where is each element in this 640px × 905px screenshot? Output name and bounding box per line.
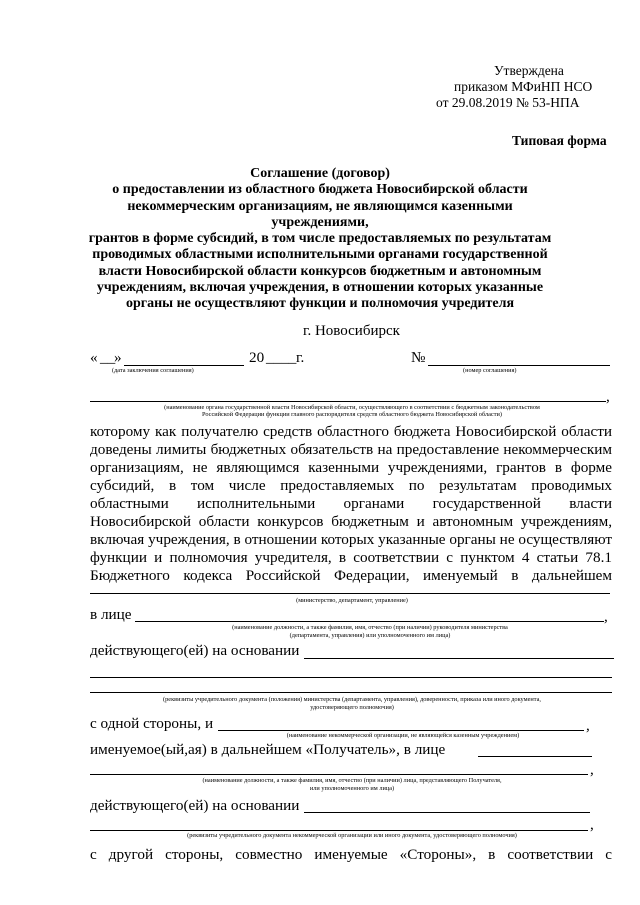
body-line: Новосибирской области конкурсов бюджетным и автономным учреждениям, [90, 513, 612, 530]
document-title [80, 166, 560, 313]
acting-basis-comma: , [590, 816, 594, 833]
acting-basis-label-2: действующего(ей) на основании [90, 797, 300, 814]
acting-basis-label: действующего(ей) на основании [90, 642, 300, 659]
requisites2-caption: (реквизиты учредительного документа некоммерческой организации или иного документа, удостоверяющего полномочия) [187, 832, 517, 839]
approval-line-1: Утверждена [494, 63, 564, 78]
approval-line-3: от 29.08.2019 № 53-НПА [436, 95, 580, 110]
title-line: учреждениям, включая учреждения, в отношении которых указанные [96, 280, 544, 296]
recipient-representative-field[interactable] [478, 756, 592, 757]
in-person-caption-1: (наименование должности, а также фамилия, имя, отчество (при наличии) руководителя министерства [232, 624, 508, 631]
recipient-caption-2: или уполномоченного им лица) [309, 785, 395, 792]
title-line: органы не осуществляют функции и полномочия учредителя [125, 296, 515, 312]
title-line: Соглашение (договор) [250, 166, 390, 181]
title-line: некоммерческим организациям, не являющимся казенными учреждениями, [127, 198, 513, 230]
body-line-last: с другой стороны, совместно именуемые «Стороны», в соответствии с [90, 846, 612, 863]
recipient-caption-1: (наименование должности, а также фамилия, имя, отчество (при наличии) лица, представляющего Получателя, [202, 777, 502, 784]
authority-caption-2: Российской Федерации функции главного распорядителя средств областного бюджета Новосибирской области) [202, 411, 502, 418]
title-line: власти Новосибирской области конкурсов бюджетным и автономным [98, 263, 542, 279]
body-line: включая учреждения, в отношении которых указанные органы не осуществляют [90, 531, 612, 548]
number-sign: № [411, 349, 426, 366]
recipient-representative-field-2[interactable] [90, 774, 588, 775]
basis-document-field-4[interactable] [304, 812, 590, 813]
title-line: грантов в форме субсидий, в том числе предоставляемых по результатам [88, 231, 552, 247]
basis-document-field[interactable] [304, 658, 614, 659]
recipient-label: именуемое(ый,ая) в дальнейшем «Получатель», в лице [90, 741, 446, 758]
in-person-caption-2: (департамента, управления) или уполномоченного им лица) [289, 632, 451, 639]
basis-document-field-3[interactable] [90, 692, 612, 693]
title-line: проводимых областными исполнительными органами государственной [92, 247, 548, 263]
date-open-quote: « [90, 349, 98, 366]
date-caption: (дата заключения соглашения) [112, 367, 194, 374]
ministry-caption: (министерство, департамент, управление) [296, 597, 408, 604]
organization-name-field[interactable] [218, 730, 584, 731]
requisites-caption-2: удостоверяющего полномочия) [310, 704, 394, 711]
date-close-quote: » [114, 349, 122, 366]
title-line: о предоставлении из областного бюджета Новосибирской области [112, 182, 528, 198]
representative-field[interactable] [135, 621, 604, 622]
body-line: доведены лимиты бюджетных обязательств на предоставление некоммерческим [90, 441, 612, 458]
one-side-caption: (наименование некоммерческой организации, не являющейся казенным учреждением) [286, 732, 520, 739]
basis-document-field-5[interactable] [90, 830, 588, 831]
body-line: организациям, не являющимся казенными учреждениями, грантов в форме [90, 459, 612, 476]
agreement-number-field[interactable] [428, 365, 610, 366]
requisites-caption-1: (реквизиты учредительного документа (положения) министерства (департамента, управления), доверенности, приказа или иного документа, [163, 696, 541, 703]
number-caption: (номер соглашения) [463, 367, 517, 374]
date-year-suffix: г. [296, 349, 305, 366]
approval-line-2: приказом МФиНП НСО [454, 79, 593, 94]
in-person-comma: , [604, 608, 608, 625]
one-side-label: с одной стороны, и [90, 715, 214, 732]
one-side-comma: , [586, 717, 590, 734]
date-year-prefix: 20 [249, 349, 265, 366]
body-line: которому как получателю средств областного бюджета Новосибирской области [90, 423, 612, 440]
in-person-label: в лице [90, 606, 132, 623]
basis-document-field-2[interactable] [90, 677, 612, 678]
body-line: функции и полномочия учредителя, в соответствии с пунктом 4 статьи 78.1 [90, 549, 612, 566]
date-month-field[interactable] [124, 365, 244, 366]
recipient-comma: , [590, 761, 594, 778]
body-line: субсидий, в том числе предоставляемых по результатам проводимых [90, 477, 612, 494]
date-year-blank[interactable]: ____ [266, 349, 297, 366]
ministry-field[interactable] [90, 593, 610, 594]
authority-name-field[interactable] [90, 401, 606, 402]
city-label: г. Новосибирск [303, 323, 400, 339]
authority-comma: , [606, 388, 610, 405]
form-type-label: Типовая форма [512, 133, 607, 148]
body-line: областными исполнительными органами государственной власти [90, 495, 612, 512]
date-day-blank[interactable]: __ [100, 349, 116, 366]
body-line: Бюджетного кодекса Российской Федерации, именуемый в дальнейшем [90, 567, 612, 584]
authority-caption-1: (наименование органа государственной власти Новосибирской области, осуществляющего в соответствии с бюджетным законодательством [164, 404, 540, 411]
